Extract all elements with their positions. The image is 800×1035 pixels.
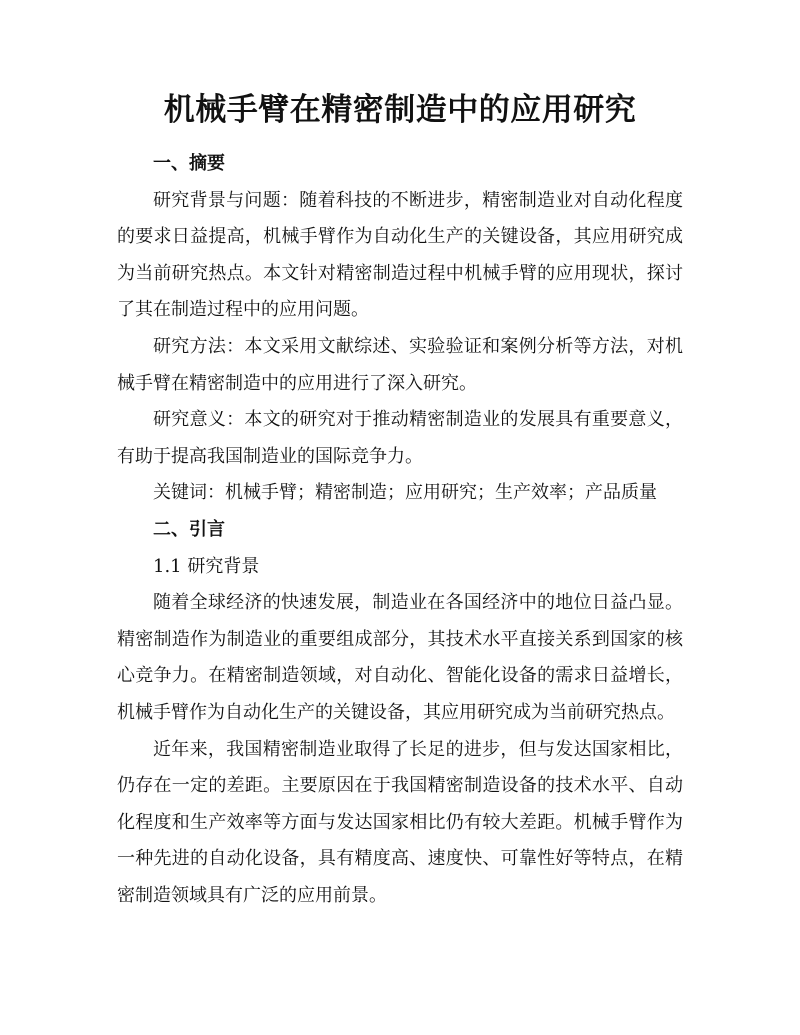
document-title: 机械手臂在精密制造中的应用研究 xyxy=(163,92,637,128)
abstract-paragraph-background: 研究背景与问题：随着科技的不断进步，精密制造业对自动化程度的要求日益提高，机械手臂作为自动化生产的关键设备，其应用研究成为当前研究热点。本文针对精密制造过程中机械手臂的应用现状，探讨了其在制造过程中的应用问题。 xyxy=(117,189,683,321)
section-heading-abstract: 一、摘要 xyxy=(153,153,225,174)
abstract-paragraph-method: 研究方法：本文采用文献综述、实验验证和案例分析等方法，对机械手臂在精密制造中的应用进行了深入研究。 xyxy=(117,335,683,394)
subsection-heading-background: 1.1 研究背景 xyxy=(153,555,260,577)
section-heading-introduction: 二、引言 xyxy=(153,518,225,540)
abstract-keywords: 关键词：机械手臂；精密制造；应用研究；生产效率；产品质量 xyxy=(153,482,657,504)
introduction-paragraph-1: 随着全球经济的快速发展，制造业在各国经济中的地位日益凸显。精密制造作为制造业的重要组成部分，其技术水平直接关系到国家的核心竞争力。在精密制造领域，对自动化、智能化设备的需求日益增长，机械手臂作为自动化生产的关键设备，其应用研究成为当前研究热点。 xyxy=(117,592,683,723)
document-body xyxy=(117,146,683,914)
introduction-paragraph-2: 近年来，我国精密制造业取得了长足的进步，但与发达国家相比，仍存在一定的差距。主要原因在于我国精密制造设备的技术水平、自动化程度和生产效率等方面与发达国家相比仍有较大差距。机械手臂作为一种先进的自动化设备，具有精度高、速度快、可靠性好等特点，在精密制造领域具有广泛的应用前景。 xyxy=(117,738,683,906)
abstract-paragraph-significance: 研究意义：本文的研究对于推动精密制造业的发展具有重要意义，有助于提高我国制造业的国际竞争力。 xyxy=(117,409,683,467)
